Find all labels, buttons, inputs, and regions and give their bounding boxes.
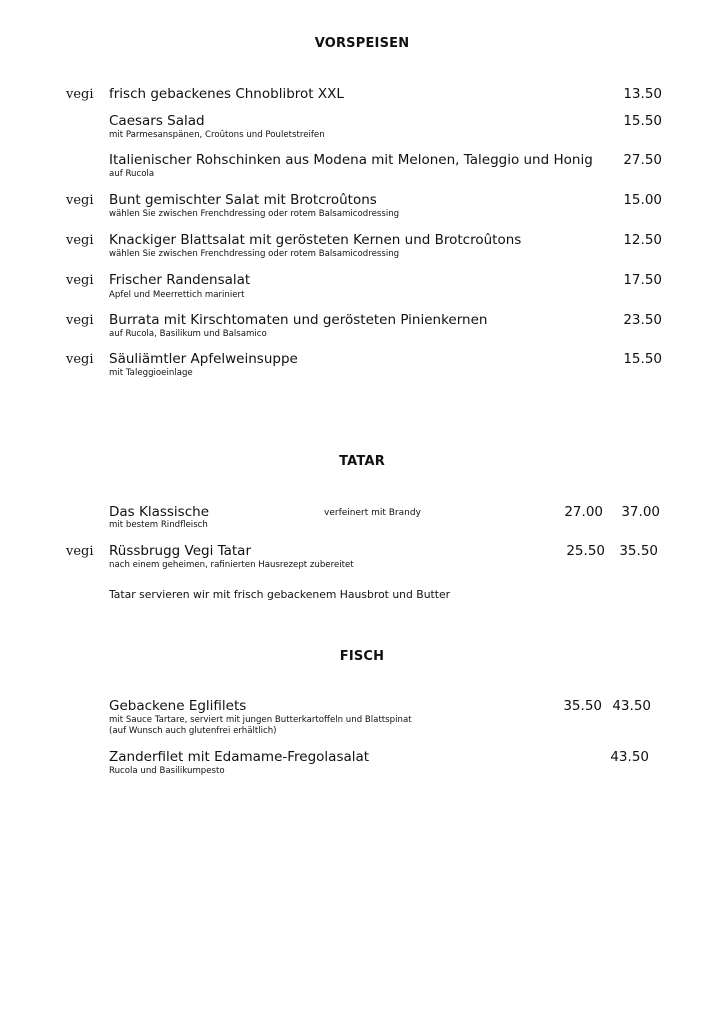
menu-item-name: Rüssbrugg Vegi Tatar: [109, 543, 252, 559]
menu-item-name: Gebackene Eglifilets: [109, 698, 247, 714]
menu-item-price: 27.50: [623, 152, 662, 168]
vegi-tag: vegi: [66, 352, 94, 367]
menu-item-price-large: 37.00: [621, 504, 660, 520]
vegi-tag: vegi: [66, 233, 94, 248]
menu-item-price: 23.50: [623, 312, 662, 328]
menu-item-price: 15.50: [623, 351, 662, 367]
menu-item-note: verfeinert mit Brandy: [324, 508, 421, 518]
menu-item-description: nach einem geheimen, rafinierten Hausrezept zubereitet: [109, 560, 354, 570]
menu-item-description: mit Sauce Tartare, serviert mit jungen Butterkartoffeln und Blattspinat: [109, 715, 412, 725]
menu-item-name: Burrata mit Kirschtomaten und gerösteten Pinienkernen: [109, 312, 488, 328]
menu-item-name: Caesars Salad: [109, 113, 205, 129]
menu-item-name: Zanderfilet mit Edamame-Fregolasalat: [109, 749, 370, 765]
menu-item-description: auf Rucola: [109, 169, 155, 179]
menu-item-name: Italienischer Rohschinken aus Modena mit Melonen, Taleggio und Honig: [109, 152, 593, 168]
menu-item-price-large: 35.50: [619, 543, 658, 559]
section-title-tatar: TATAR: [339, 454, 385, 469]
menu-item-price: 12.50: [623, 232, 662, 248]
menu-item-price: 13.50: [623, 86, 662, 102]
vegi-tag: vegi: [66, 193, 94, 208]
section-title-fisch: FISCH: [339, 649, 385, 664]
section-title-vorspeisen: VORSPEISEN: [314, 36, 410, 51]
menu-item-description: wählen Sie zwischen Frenchdressing oder rotem Balsamicodressing: [109, 249, 400, 259]
menu-item-description: mit Taleggioeinlage: [109, 368, 193, 378]
menu-item-price-large: 43.50: [610, 749, 649, 765]
menu-item-price: 15.50: [623, 113, 662, 129]
menu-item-price-small: 25.50: [566, 543, 605, 559]
vegi-tag: vegi: [66, 313, 94, 328]
vegi-tag: vegi: [66, 87, 94, 102]
menu-item-description-extra: (auf Wunsch auch glutenfrei erhältlich): [109, 726, 277, 736]
menu-item-description: Rucola und Basilikumpesto: [109, 766, 225, 776]
menu-item-description: wählen Sie zwischen Frenchdressing oder rotem Balsamicodressing: [109, 209, 400, 219]
menu-item-description: mit Parmesanspänen, Croûtons und Pouletstreifen: [109, 130, 325, 140]
menu-item-description: auf Rucola, Basilikum und Balsamico: [109, 329, 267, 339]
menu-item-price-small: 27.00: [564, 504, 603, 520]
menu-item-price-small: 35.50: [563, 698, 602, 714]
menu-item-description: mit bestem Rindfleisch: [109, 520, 208, 530]
menu-item-name: Säuliämtler Apfelweinsuppe: [109, 351, 298, 367]
menu-item-name: Frischer Randensalat: [109, 272, 251, 288]
menu-item-price: 17.50: [623, 272, 662, 288]
menu-item-price: 15.00: [623, 192, 662, 208]
menu-item-name: frisch gebackenes Chnoblibrot XXL: [109, 86, 344, 102]
menu-item-description: Apfel und Meerrettich mariniert: [109, 290, 245, 300]
menu-item-name: Knackiger Blattsalat mit gerösteten Kernen und Brotcroûtons: [109, 232, 522, 248]
menu-item-price-large: 43.50: [612, 698, 651, 714]
menu-item-name: Das Klassische: [109, 504, 210, 520]
vegi-tag: vegi: [66, 544, 94, 559]
menu-item-name: Bunt gemischter Salat mit Brotcroûtons: [109, 192, 377, 208]
tatar-footer-note: Tatar servieren wir mit frisch gebackenem Hausbrot und Butter: [109, 588, 451, 601]
vegi-tag: vegi: [66, 273, 94, 288]
